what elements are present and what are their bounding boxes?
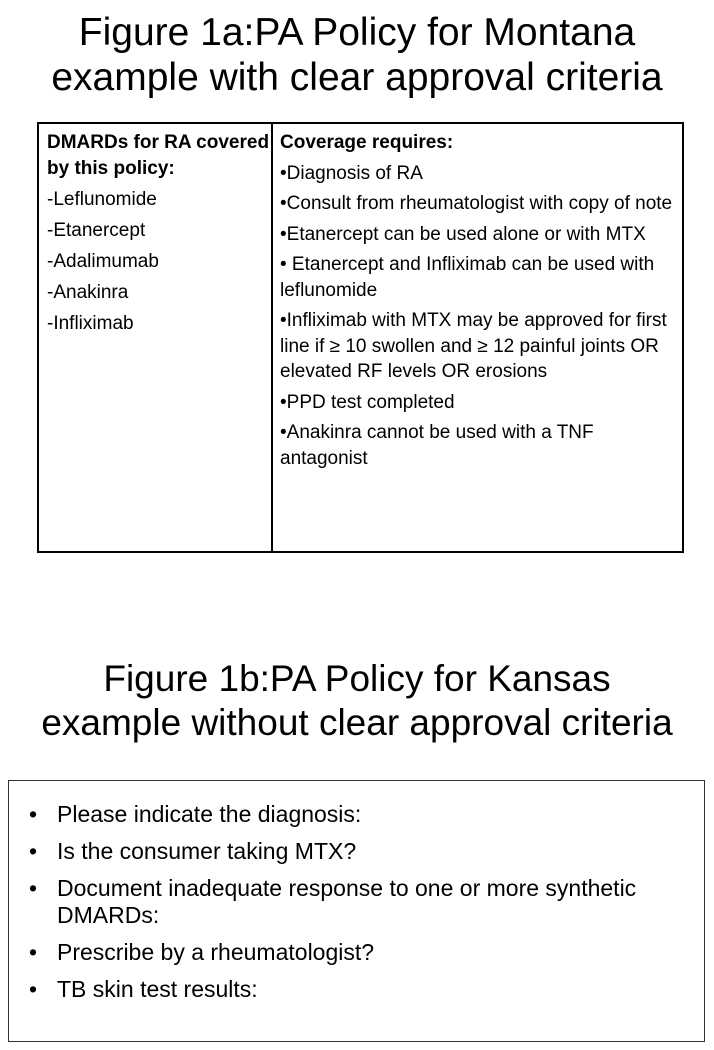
coverage-requirements-column [273, 124, 682, 551]
list-item-text: Please indicate the diagnosis: [57, 801, 362, 827]
drug-item: -Leflunomide [47, 189, 157, 210]
requirement-item: •Infliximab with MTX may be approved for first line if ≥ 10 swollen and ≥ 12 painful joints OR elevated RF levels OR erosions [280, 310, 667, 382]
figure-1b-title-line2: example without clear approval criteria [41, 702, 673, 743]
figure-1a-title-line2: example with clear approval criteria [51, 56, 663, 99]
covered-dmards-column [39, 124, 273, 551]
figure-1a-title [0, 10, 714, 100]
list-item [29, 838, 694, 865]
montana-policy-table [37, 122, 684, 553]
drug-item: -Infliximab [47, 313, 134, 334]
figure-1b-title [0, 657, 714, 745]
requirement-item: • Etanercept and Infliximab can be used with leflunomide [280, 254, 655, 301]
drug-item: -Etanercept [47, 220, 146, 241]
requirement-item: •Etanercept can be used alone or with MTX [280, 223, 646, 245]
list-item-text: Is the consumer taking MTX? [57, 838, 357, 864]
kansas-criteria-list [29, 801, 694, 1003]
list-item-text: Document inadequate response to one or more synthetic DMARDs: [57, 875, 637, 928]
list-item [29, 801, 694, 828]
bullet-icon: • [29, 875, 38, 901]
drug-item: -Anakinra [47, 282, 129, 303]
requirement-item: •Diagnosis of RA [280, 162, 423, 184]
drug-item: -Adalimumab [47, 251, 159, 272]
bullet-icon: • [29, 838, 38, 864]
bullet-icon: • [29, 976, 38, 1002]
requirement-item: •Anakinra cannot be used with a TNF antagonist [280, 422, 594, 469]
list-item-text: TB skin test results: [57, 976, 258, 1002]
covered-dmards-heading: DMARDs for RA covered by this policy: [47, 132, 270, 179]
coverage-requirements-heading: Coverage requires: [280, 132, 454, 153]
bullet-icon: • [29, 939, 38, 965]
kansas-policy-box [8, 780, 705, 1042]
figure-1a-title-line1: Figure 1a:PA Policy for Montana [78, 11, 636, 54]
list-item [29, 976, 694, 1003]
requirement-item: •Consult from rheumatologist with copy of note [280, 193, 673, 214]
figure-1b-title-line1: Figure 1b:PA Policy for Kansas [103, 658, 611, 699]
list-item-text: Prescribe by a rheumatologist? [57, 939, 375, 965]
list-item [29, 939, 694, 966]
bullet-icon: • [29, 801, 38, 827]
list-item [29, 875, 694, 929]
requirement-item: •PPD test completed [280, 391, 455, 413]
